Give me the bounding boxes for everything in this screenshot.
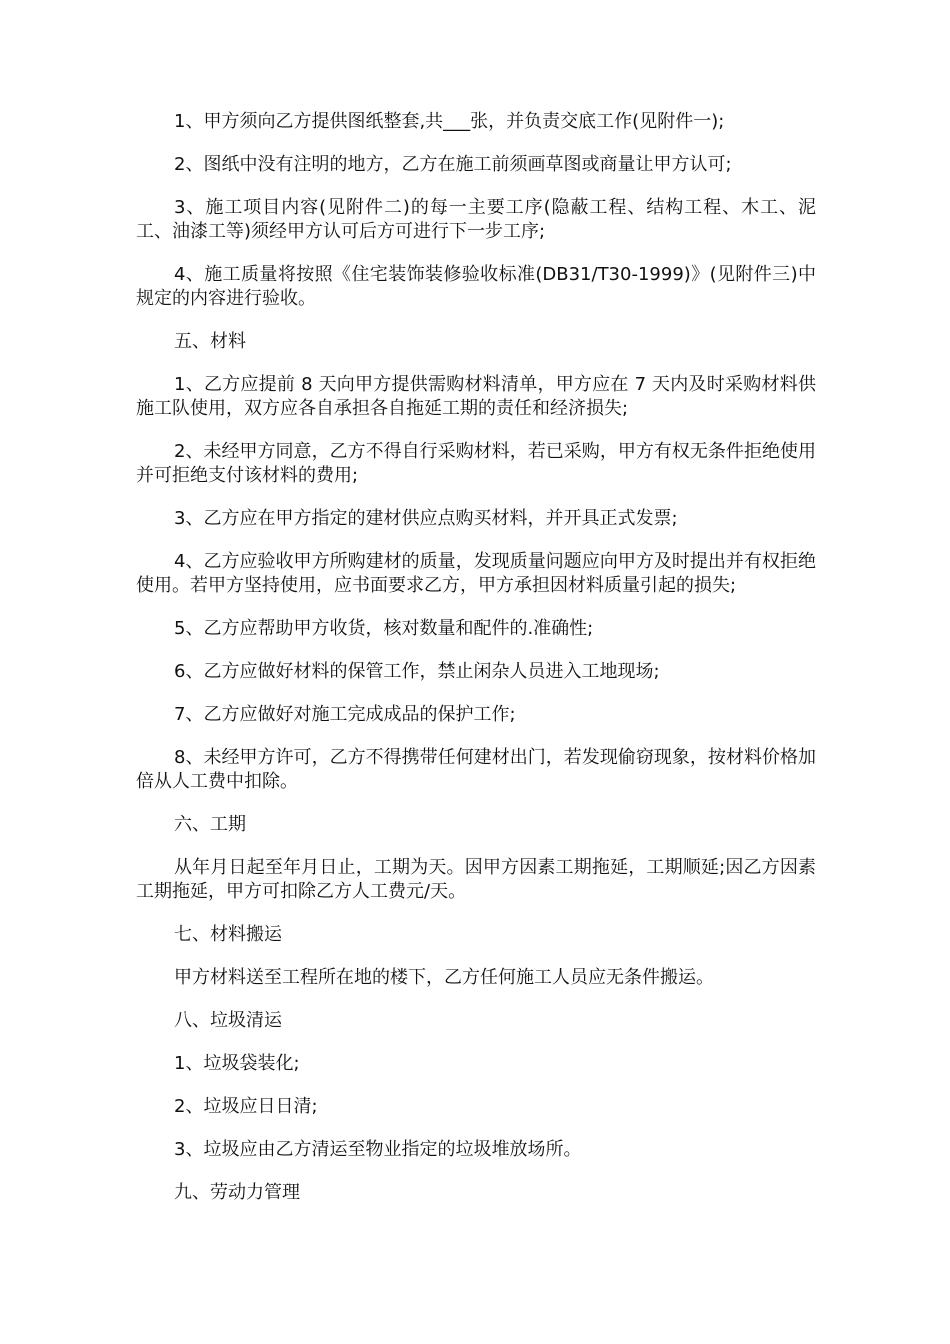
paragraph-clause-5-7: 7、乙方应做好对施工完成成品的保护工作; [174, 704, 516, 725]
section-heading-waste-removal: 八、垃圾清运 [174, 1010, 282, 1031]
section-heading-material-transport: 七、材料搬运 [174, 924, 282, 945]
paragraph-clause-8-3: 3、垃圾应由乙方清运至物业指定的垃圾堆放场所。 [174, 1139, 582, 1160]
paragraph-clause-5-5: 5、乙方应帮助甲方收货，核对数量和配件的.准确性; [174, 618, 594, 639]
paragraph-clause-8-1: 1、垃圾袋装化; [174, 1053, 300, 1074]
paragraph-clause-4-4: 4、施工质量将按照《住宅装饰装修验收标准(DB31/T30-1999)》(见附件三)中规定的内容进行验收。 [136, 264, 816, 309]
paragraph-clause-5-4: 4、乙方应验收甲方所购建材的质量，发现质量问题应向甲方及时提出并有权拒绝使用。若甲方坚持使用，应书面要求乙方，甲方承担因材料质量引起的损失; [136, 551, 816, 596]
paragraph-clause-5-3: 3、乙方应在甲方指定的建材供应点购买材料，并开具正式发票; [174, 508, 678, 529]
paragraph-clause-4-2: 2、图纸中没有注明的地方，乙方在施工前须画草图或商量让甲方认可; [174, 154, 732, 175]
paragraph-clause-5-1: 1、乙方应提前 8 天向甲方提供需购材料清单，甲方应在 7 天内及时采购材料供施工队使用，双方应各自承担各自拖延工期的责任和经济损失; [136, 374, 816, 419]
paragraph-clause-5-8: 8、未经甲方许可，乙方不得携带任何建材出门，若发现偷窃现象，按材料价格加倍从人工费中扣除。 [136, 747, 816, 792]
document-body [136, 110, 816, 1224]
section-heading-labor-management: 九、劳动力管理 [174, 1182, 300, 1203]
paragraph-clause-5-6: 6、乙方应做好材料的保管工作，禁止闲杂人员进入工地现场; [174, 661, 660, 682]
paragraph-schedule: 从年月日起至年月日止，工期为天。因甲方因素工期拖延，工期顺延;因乙方因素工期拖延，甲方可扣除乙方人工费元/天。 [136, 857, 816, 902]
section-heading-materials: 五、材料 [174, 331, 246, 352]
paragraph-clause-8-2: 2、垃圾应日日清; [174, 1096, 318, 1117]
paragraph-clause-4-1: 1、甲方须向乙方提供图纸整套,共___张，并负责交底工作(见附件一); [174, 111, 725, 132]
section-heading-schedule: 六、工期 [174, 814, 246, 835]
paragraph-clause-5-2: 2、未经甲方同意，乙方不得自行采购材料，若已采购，甲方有权无条件拒绝使用并可拒绝支付该材料的费用; [136, 441, 816, 486]
paragraph-clause-4-3: 3、施工项目内容(见附件二)的每一主要工序(隐蔽工程、结构工程、木工、泥工、油漆工等)须经甲方认可后方可进行下一步工序; [136, 197, 816, 242]
paragraph-material-transport: 甲方材料送至工程所在地的楼下，乙方任何施工人员应无条件搬运。 [174, 967, 714, 988]
